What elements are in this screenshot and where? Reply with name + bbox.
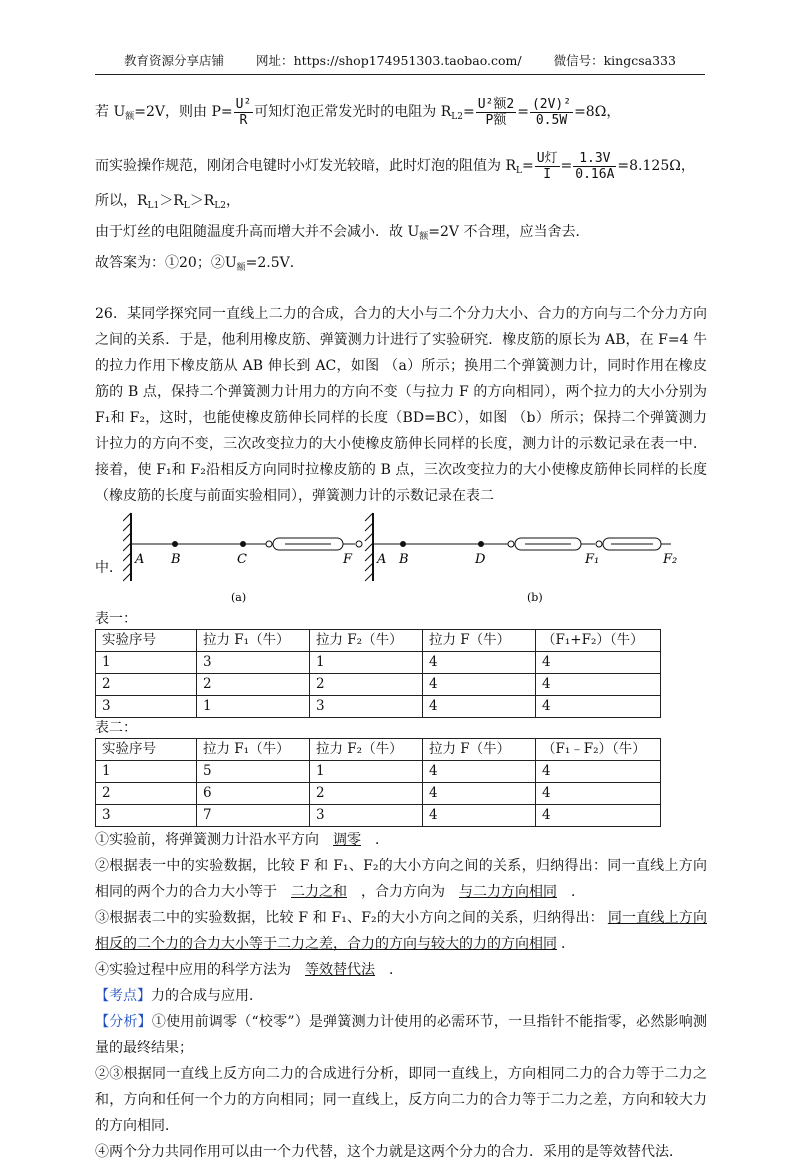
table-cell: 4 bbox=[536, 696, 661, 718]
table-cell: 2 bbox=[310, 783, 423, 805]
table-cell: 1 bbox=[96, 761, 197, 783]
answer-1 bbox=[95, 827, 707, 853]
numerator: U² bbox=[235, 96, 252, 112]
text: 所以，R bbox=[95, 193, 148, 209]
text: ． bbox=[375, 832, 389, 848]
figure-a-label: B bbox=[171, 552, 181, 567]
table-cell: 2 bbox=[310, 674, 423, 696]
table-row bbox=[96, 783, 661, 805]
text: = bbox=[517, 104, 529, 120]
solution-line-4 bbox=[95, 219, 707, 250]
table-cell: 3 bbox=[310, 696, 423, 718]
table-cell: 4 bbox=[423, 674, 536, 696]
table-cell: 4 bbox=[536, 652, 661, 674]
text: ，合力方向为 bbox=[361, 884, 445, 900]
fraction bbox=[530, 97, 573, 128]
table-cell: 4 bbox=[536, 761, 661, 783]
text: ． bbox=[571, 884, 585, 900]
wechat-text: kingcsa333 bbox=[603, 53, 676, 68]
table-cell: 7 bbox=[197, 805, 310, 827]
fenxi-1 bbox=[95, 1009, 707, 1061]
table-header-cell: （F₁+F₂）（牛） bbox=[536, 630, 661, 652]
text: ④实验过程中应用的科学方法为 bbox=[95, 962, 291, 978]
table-cell: 1 bbox=[96, 652, 197, 674]
url-label: 网址： bbox=[256, 53, 294, 68]
table-cell: 2 bbox=[96, 674, 197, 696]
denominator: R bbox=[239, 112, 248, 128]
subscript: L1 bbox=[147, 201, 160, 211]
table-cell: 3 bbox=[310, 805, 423, 827]
shop-name: 教育资源分享店铺 bbox=[124, 53, 225, 68]
table-cell: 4 bbox=[423, 761, 536, 783]
wechat-label: 微信号： bbox=[553, 53, 604, 68]
table-row bbox=[96, 674, 661, 696]
fraction bbox=[476, 97, 516, 128]
answer-2 bbox=[95, 853, 707, 905]
page-header bbox=[95, 50, 705, 75]
table-cell: 4 bbox=[536, 805, 661, 827]
url-text: https://shop174951303.taobao.com/ bbox=[293, 53, 522, 68]
table-header-cell: 拉力 F（牛） bbox=[423, 630, 536, 652]
table-cell: 6 bbox=[197, 783, 310, 805]
text: ②根据表一中的实验数据，比较 F 和 F₁、F₂的大小方向之间的关系，归纳得出：同一直线上方向相同的两个力的合力大小等于 bbox=[95, 858, 707, 900]
table-cell: 4 bbox=[423, 805, 536, 827]
table-row bbox=[96, 652, 661, 674]
page-content bbox=[95, 90, 707, 1165]
text: = bbox=[521, 158, 534, 174]
solution-answer bbox=[95, 250, 707, 281]
figure-a-label: A bbox=[135, 552, 145, 567]
figure-a-label: F bbox=[343, 552, 353, 567]
table-cell: 4 bbox=[536, 783, 661, 805]
answer-3 bbox=[95, 905, 707, 957]
rubber-band-diagram bbox=[123, 509, 703, 609]
table1-caption: 表一： bbox=[95, 611, 137, 627]
text: 由于灯丝的电阻随温度升高而增大并不会减小．故 U bbox=[95, 224, 420, 240]
denominator: 0.5W bbox=[535, 112, 568, 128]
text: ＞R bbox=[159, 193, 184, 209]
table-row bbox=[96, 761, 661, 783]
question-26-text: 26．某同学探究同一直线上二力的合成，合力的大小与二个分力大小、合力的方向与二个分力方向之间的关系．于是，他利用橡皮筋、弹簧测力计进行了实验研究．橡皮筋的原长为 AB，在 F=4 牛的拉力作用下橡皮筋从 AB 伸长到 AC，如图 （a）所示；换用二个弹簧测力计，同时作用在橡皮筋的 B 点，保持二个弹簧测力计用力的方向不变（与拉力 F 的方向相同），两个拉力的大小分别为 F₁和 F₂，这时，也能使橡皮筋伸长同样的长度（BD=BC），如图 （b）所示；保持二个弹簧测力计拉力的方向不变，三次改变拉力的大小使橡皮筋伸长同样的长度，测力计的示数记录在表一中．接着，使 F₁和 F₂沿相反方向同时拉橡皮筋的 B 点，三次改变拉力的大小使橡皮筋伸长同样的长度（橡皮筋的长度与前面实验相同），弹簧测力计的示数记录在表二 bbox=[95, 306, 707, 504]
table-header-row bbox=[96, 739, 661, 761]
fraction bbox=[234, 97, 254, 128]
table-header-cell: 拉力 F₂（牛） bbox=[310, 739, 423, 761]
text: 若 U bbox=[95, 104, 126, 120]
numerator: (2V)² bbox=[531, 96, 572, 112]
kaodian bbox=[95, 983, 707, 1009]
table-cell: 1 bbox=[197, 696, 310, 718]
fenxi-2: ②③根据同一直线上反方向二力的合成进行分析，即同一直线上，方向相同二力的合力等于二力之和，方向和任何一个力的方向相同；同一直线上，反方向二力的合力等于二力之差，方向和较大力的方向相同． bbox=[95, 1066, 707, 1134]
answer-blank: 同一直线上方向相反的二个力的合力大小等于二力之差，合力的方向与较大的力的方向相同 bbox=[95, 910, 707, 952]
subscript: 额 bbox=[419, 232, 429, 242]
numerator: U灯 bbox=[536, 150, 558, 166]
fraction bbox=[535, 151, 560, 182]
denominator: 0.16A bbox=[575, 166, 615, 182]
answer-blank: 与二力方向相同 bbox=[459, 884, 557, 900]
text: 可知灯泡正常发光时的电阻为 R bbox=[254, 104, 452, 120]
table-header-row bbox=[96, 630, 661, 652]
table-cell: 1 bbox=[310, 761, 423, 783]
numerator: 1.3V bbox=[573, 151, 616, 167]
subscript: L bbox=[516, 166, 522, 176]
figure-b-label: D bbox=[475, 552, 486, 567]
table-header-cell: 拉力 F₁（牛） bbox=[197, 739, 310, 761]
text: 故答案为：①20；②U bbox=[95, 255, 237, 271]
text: ①使用前调零（“校零”）是弹簧测力计使用的必需环节，一旦指针不能指零，必然影响测量的最终结果； bbox=[95, 1014, 708, 1056]
text: ①实验前，将弹簧测力计沿水平方向 bbox=[95, 832, 319, 848]
figure-a-label: C bbox=[237, 552, 247, 567]
table-cell: 3 bbox=[96, 805, 197, 827]
table-header-cell: 实验序号 bbox=[96, 739, 197, 761]
figure-b-caption: (b) bbox=[527, 591, 543, 604]
text: ③根据表二中的实验数据，比较 F 和 F₁、F₂的大小方向之间的关系，归纳得出： bbox=[95, 910, 604, 926]
table-row bbox=[96, 696, 661, 718]
text: =2V 不合理，应当舍去． bbox=[428, 224, 590, 240]
figure-b-label: B bbox=[399, 552, 409, 567]
text: = bbox=[560, 158, 573, 174]
figure-b-label: F₁ bbox=[585, 552, 600, 567]
fenxi-3: ④两个分力共同作用可以由一个力代替，这个力就是这两个分力的合力．采用的是等效替代法． bbox=[95, 1144, 683, 1160]
subscript: L2 bbox=[451, 112, 463, 122]
figure-b-label: A bbox=[377, 552, 387, 567]
denominator: P额 bbox=[485, 112, 507, 128]
text: = bbox=[462, 104, 475, 120]
text: =8.125Ω， bbox=[617, 158, 695, 174]
denominator: I bbox=[543, 166, 552, 182]
table-cell: 4 bbox=[423, 783, 536, 805]
subscript: 额 bbox=[236, 263, 246, 273]
solution-line-3 bbox=[95, 188, 707, 219]
text: =2.5V． bbox=[245, 255, 304, 271]
figure-a-caption: (a) bbox=[231, 591, 247, 604]
text: ． bbox=[561, 936, 575, 952]
answer-blank: 等效替代法 bbox=[305, 962, 375, 978]
experiment-figure bbox=[95, 509, 707, 609]
shop-url bbox=[256, 53, 522, 68]
table-header-cell: 实验序号 bbox=[96, 630, 197, 652]
solution-line-1 bbox=[95, 90, 707, 134]
figure-b-label: F₂ bbox=[663, 552, 678, 567]
table-cell: 3 bbox=[197, 652, 310, 674]
text: ． bbox=[389, 962, 403, 978]
subscript: L bbox=[183, 201, 190, 211]
table-cell: 4 bbox=[423, 696, 536, 718]
text: 力的合成与应用． bbox=[151, 988, 263, 1004]
figure-b bbox=[365, 513, 677, 604]
wechat-id bbox=[554, 53, 676, 68]
text: =2V，则由 P= bbox=[134, 104, 233, 120]
table-cell: 2 bbox=[96, 783, 197, 805]
answer-blank: 调零 bbox=[333, 832, 361, 848]
answer-4 bbox=[95, 957, 707, 983]
text: 而实验操作规范，刚闭合电键时小灯发光较暗，此时灯泡的阻值为 R bbox=[95, 158, 516, 174]
text: ＞R bbox=[189, 193, 215, 209]
figure-a bbox=[123, 513, 362, 604]
question-tail: 中． bbox=[95, 560, 123, 576]
table-1 bbox=[95, 629, 661, 718]
table-cell: 4 bbox=[423, 652, 536, 674]
answer-blank: 二力之和 bbox=[291, 884, 347, 900]
table-row bbox=[96, 805, 661, 827]
table-header-cell: 拉力 F（牛） bbox=[423, 739, 536, 761]
fraction bbox=[573, 151, 616, 182]
text: ， bbox=[226, 193, 241, 209]
kaodian-tag: 【考点】 bbox=[95, 988, 151, 1004]
table-cell: 4 bbox=[536, 674, 661, 696]
table-header-cell: 拉力 F₂（牛） bbox=[310, 630, 423, 652]
table-cell: 2 bbox=[197, 674, 310, 696]
fenxi-tag: 【分析】 bbox=[95, 1014, 152, 1030]
table-2 bbox=[95, 738, 661, 827]
text: =8Ω， bbox=[574, 104, 621, 120]
subscript: 额 bbox=[125, 112, 135, 122]
table-cell: 3 bbox=[96, 696, 197, 718]
table-cell: 5 bbox=[197, 761, 310, 783]
solution-line-2 bbox=[95, 144, 707, 188]
subscript: L2 bbox=[214, 201, 227, 211]
table-header-cell: （F₁﹣F₂）（牛） bbox=[536, 739, 661, 761]
table-header-cell: 拉力 F₁（牛） bbox=[197, 630, 310, 652]
table-cell: 1 bbox=[310, 652, 423, 674]
numerator: U²额2 bbox=[477, 96, 515, 112]
table2-caption: 表二： bbox=[95, 720, 137, 736]
